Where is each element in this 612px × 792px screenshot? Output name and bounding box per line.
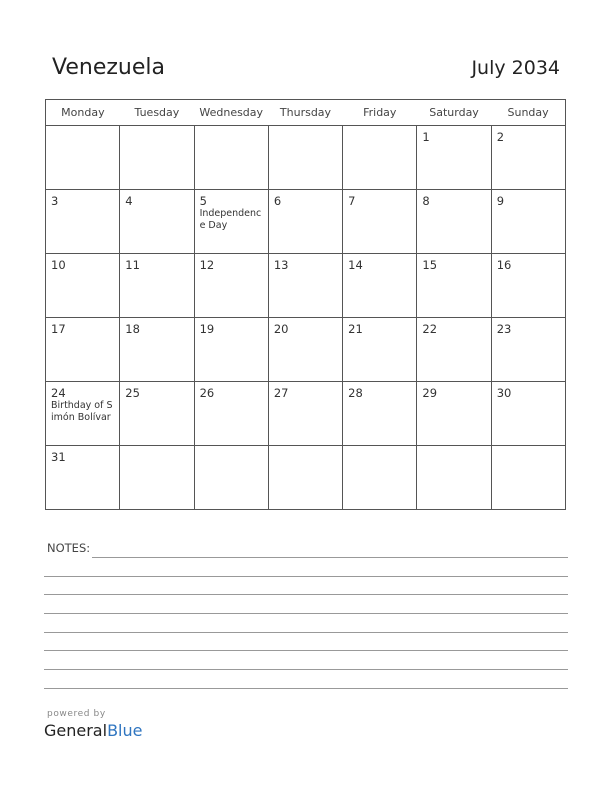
weekday-wednesday: Wednesday: [194, 100, 268, 126]
weekday-header-row: [46, 100, 566, 126]
note-line: [92, 557, 568, 558]
day-cell: [120, 318, 194, 382]
day-cell: [343, 254, 417, 318]
week-row: [46, 318, 566, 382]
day-cell: [46, 126, 120, 190]
note-line: [44, 688, 568, 689]
day-number: 13: [273, 258, 289, 272]
weekday-thursday: Thursday: [268, 100, 342, 126]
day-cell: [343, 126, 417, 190]
day-number: 2: [496, 130, 505, 144]
day-number: 12: [199, 258, 215, 272]
day-number: 16: [496, 258, 512, 272]
notes-label: NOTES:: [47, 541, 91, 555]
day-number: 14: [348, 258, 363, 272]
day-cell: [194, 126, 268, 190]
day-cell: [491, 126, 565, 190]
day-cell: [120, 446, 194, 510]
day-cell: [417, 446, 491, 510]
month-title: July 2034: [471, 57, 560, 79]
brand-logo: [44, 721, 142, 740]
note-line: [44, 632, 568, 633]
day-cell: [268, 126, 342, 190]
day-cell: [343, 318, 417, 382]
day-number: 15: [422, 258, 438, 272]
day-cell: [194, 446, 268, 510]
day-number: 7: [348, 194, 356, 208]
day-number: 20: [273, 322, 289, 336]
day-number: 22: [422, 322, 438, 336]
week-row: [46, 126, 566, 190]
day-number: 1: [422, 130, 430, 144]
day-cell: [491, 446, 565, 510]
day-number: 10: [51, 258, 66, 272]
day-cell: [491, 254, 565, 318]
calendar-grid: [45, 99, 566, 510]
day-cell: [46, 446, 120, 510]
day-number: 8: [422, 194, 430, 208]
day-number: 4: [125, 194, 133, 208]
day-cell: [46, 318, 120, 382]
day-number: 26: [199, 386, 215, 400]
note-line: [44, 613, 568, 614]
day-cell: [343, 446, 417, 510]
note-line: [44, 669, 568, 670]
day-cell: [343, 382, 417, 446]
day-number: 27: [273, 386, 289, 400]
country-title: Venezuela: [52, 55, 165, 80]
day-number: 25: [125, 386, 140, 400]
day-cell: [417, 382, 491, 446]
day-cell: [268, 190, 342, 254]
day-cell: [417, 190, 491, 254]
day-number: 21: [348, 322, 363, 336]
note-line: [44, 650, 568, 651]
day-cell: [120, 382, 194, 446]
day-number: 5: [199, 194, 207, 208]
day-cell: [491, 382, 565, 446]
day-cell: [417, 318, 491, 382]
day-number: 18: [125, 322, 140, 336]
brand-blue: Blue: [107, 721, 143, 740]
day-number: 9: [496, 194, 505, 208]
day-cell: [417, 254, 491, 318]
day-cell: [46, 190, 120, 254]
week-row: [46, 382, 566, 446]
day-number: 29: [422, 386, 438, 400]
week-row: [46, 190, 566, 254]
weekday-monday: Monday: [46, 100, 120, 126]
powered-by-text: powered by: [47, 709, 106, 719]
day-cell: [417, 126, 491, 190]
week-row: [46, 254, 566, 318]
day-cell: [46, 382, 120, 446]
note-line: [44, 594, 568, 595]
holiday-label: Birthday of Simón Bolívar: [51, 400, 113, 423]
weekday-sunday: Sunday: [491, 100, 565, 126]
brand-general: General: [44, 721, 108, 740]
holiday-label: Independence Day: [199, 208, 262, 231]
day-cell: [194, 318, 268, 382]
day-number: 23: [496, 322, 512, 336]
day-number: 19: [199, 322, 215, 336]
note-line: [44, 576, 568, 577]
day-number: 31: [51, 450, 66, 464]
day-cell: [120, 126, 194, 190]
day-number: 6: [273, 194, 282, 208]
day-number: 30: [496, 386, 512, 400]
weekday-saturday: Saturday: [417, 100, 491, 126]
day-cell: [491, 318, 565, 382]
day-number: 17: [51, 322, 66, 336]
weekday-tuesday: Tuesday: [120, 100, 194, 126]
day-number: 28: [348, 386, 363, 400]
day-cell: [268, 318, 342, 382]
day-number: 11: [125, 258, 140, 272]
day-cell: [194, 382, 268, 446]
week-row: [46, 446, 566, 510]
day-cell: [268, 254, 342, 318]
day-cell: [46, 254, 120, 318]
day-cell: [120, 190, 194, 254]
day-cell: [491, 190, 565, 254]
day-cell: [194, 190, 268, 254]
day-number: 3: [51, 194, 59, 208]
weekday-friday: Friday: [343, 100, 417, 126]
day-number: 24: [51, 386, 66, 400]
day-cell: [120, 254, 194, 318]
day-cell: [268, 446, 342, 510]
day-cell: [343, 190, 417, 254]
day-cell: [194, 254, 268, 318]
day-cell: [268, 382, 342, 446]
